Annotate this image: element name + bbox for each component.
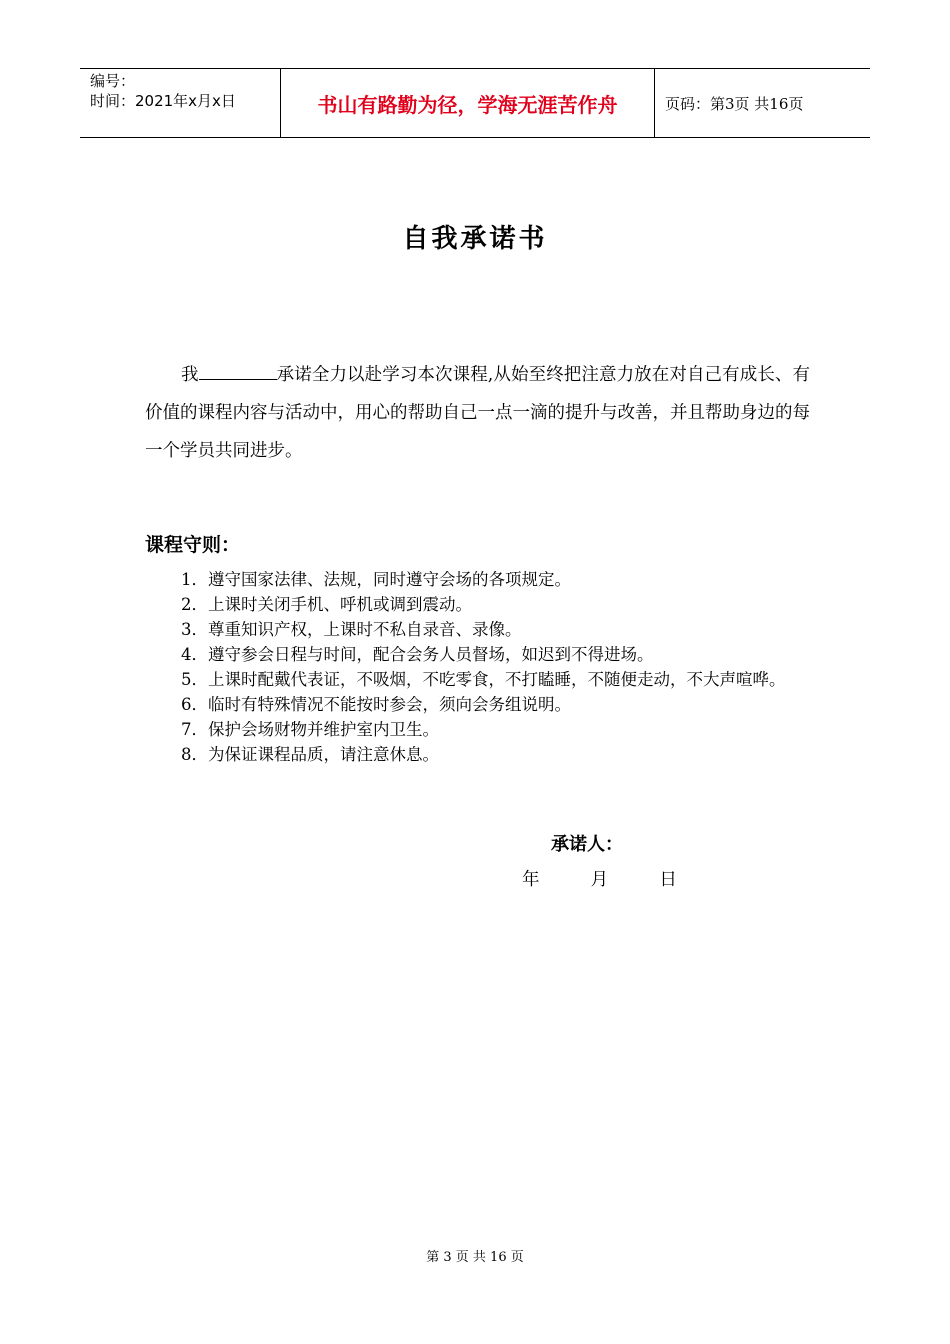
pledge-prefix: 我 [181,365,199,385]
signature-date [522,866,677,891]
page-footer: 第 3 页 共 16 页 [426,1250,524,1265]
rule-item: 2．上课时关闭手机、呼机或调到震动。 [181,595,472,614]
rule-item: 1．遵守国家法律、法规，同时遵守会场的各项规定。 [181,570,571,589]
rule-item: 3．尊重知识产权，上课时不私自录音、录像。 [181,620,522,639]
time-label: 时间：2021年x月x日 [90,92,236,110]
date-year: 年 [522,870,540,890]
rules-list [145,567,810,767]
pledge-text: 承诺全力以赴学习本次课程,从始至终把注意力放在对自己有成长、有价值的课程内容与活动中，用心的帮助自己一点一滴的提升与改善，并且帮助身边的每一个学员共同进步。 [145,365,810,461]
rule-item: 4．遵守参会日程与时间，配合会务人员督场，如迟到不得进场。 [181,645,654,664]
number-label: 编号： [90,72,136,90]
rules-heading: 课程守则： [145,534,241,556]
rule-item: 5．上课时配戴代表证，不吸烟，不吃零食，不打瞌睡，不随便走动，不大声喧哗。 [181,670,786,689]
rule-item: 8．为保证课程品质，请注意休息。 [181,745,439,764]
header-page-number: 页码：第3页 共16页 [665,94,804,113]
header-motto: 书山有路勤为径，学海无涯苦作舟 [281,69,655,137]
rule-item: 7．保护会场财物并维护室内卫生。 [181,720,439,739]
rule-item: 6．临时有特殊情况不能按时参会，须向会务组说明。 [181,695,571,714]
page-header [80,68,870,138]
pledge-paragraph [145,356,810,470]
header-meta [80,69,281,137]
document-title: 自我承诺书 [402,224,548,254]
date-day: 日 [659,870,677,890]
signer-label: 承诺人： [551,834,623,855]
name-blank-line[interactable] [199,361,277,380]
date-month: 月 [590,870,609,890]
